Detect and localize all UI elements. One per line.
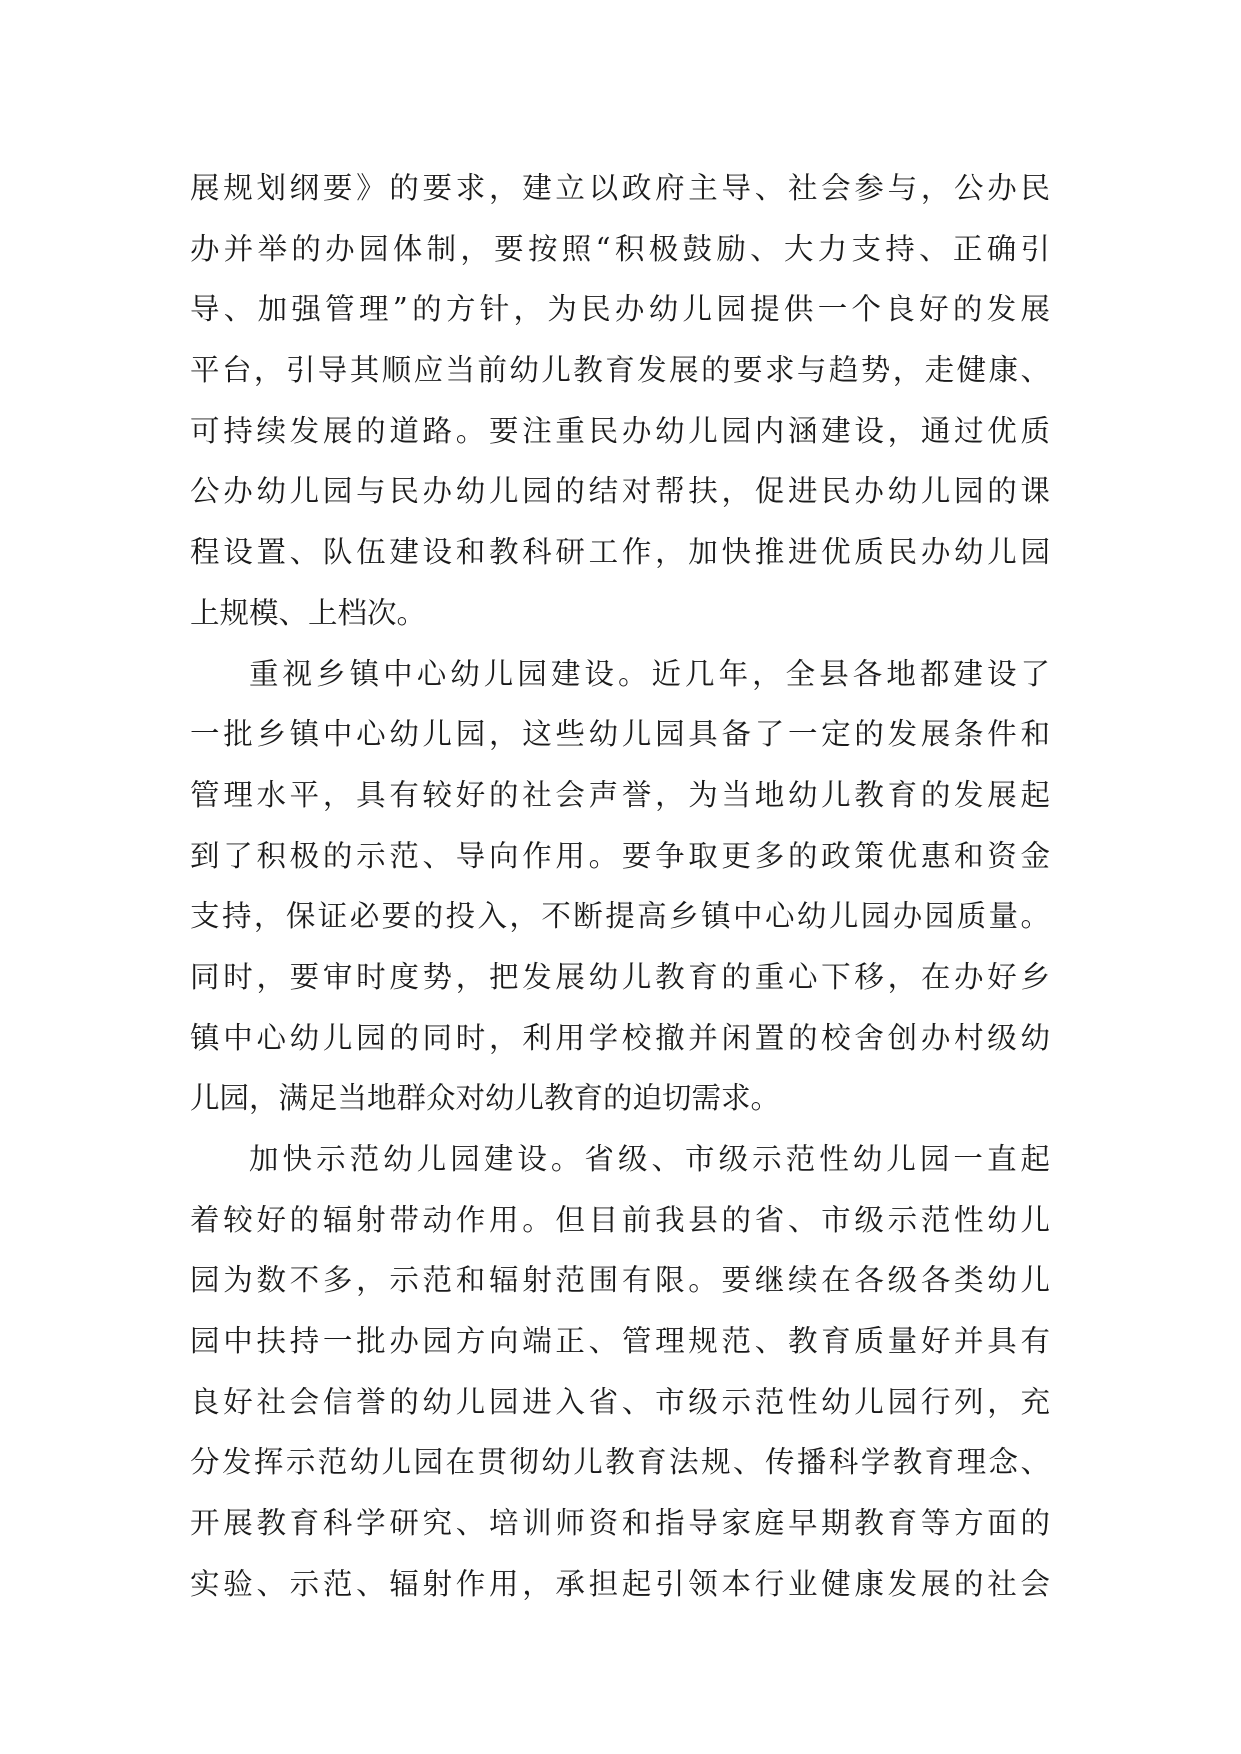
text-line: 儿园，满足当地群众对幼儿教育的迫切需求。 — [190, 1081, 781, 1116]
paragraph-2 — [190, 644, 1050, 1130]
text-line: 办并举的办园体制，要按照“积极鼓励、大力支持、正确引 — [190, 231, 1050, 266]
text-line: 园为数不多，示范和辐射范围有限。要继续在各级各类幼儿 — [190, 1263, 1050, 1298]
text-line: 上规模、上档次。 — [190, 595, 427, 630]
paragraph-1 — [190, 158, 1050, 644]
text-line: 管理水平，具有较好的社会声誉，为当地幼儿教育的发展起 — [190, 777, 1050, 812]
text-line: 同时，要审时度势，把发展幼儿教育的重心下移，在办好乡 — [190, 959, 1050, 994]
text-line: 实验、示范、辐射作用，承担起引领本行业健康发展的社会 — [190, 1566, 1050, 1601]
text-line: 可持续发展的道路。要注重民办幼儿园内涵建设，通过优质 — [190, 413, 1050, 448]
text-line: 分发挥示范幼儿园在贯彻幼儿教育法规、传播科学教育理念、 — [190, 1445, 1050, 1480]
text-line: 公办幼儿园与民办幼儿园的结对帮扶，促进民办幼儿园的课 — [190, 474, 1050, 509]
text-line: 园中扶持一批办园方向端正、管理规范、教育质量好并具有 — [190, 1324, 1050, 1359]
text-line: 一批乡镇中心幼儿园，这些幼儿园具备了一定的发展条件和 — [190, 717, 1050, 752]
text-line: 支持，保证必要的投入，不断提高乡镇中心幼儿园办园质量。 — [190, 899, 1050, 934]
text-line: 重视乡镇中心幼儿园建设。近几年，全县各地都建设了 — [249, 656, 1050, 691]
text-line: 到了积极的示范、导向作用。要争取更多的政策优惠和资金 — [190, 838, 1050, 873]
text-line: 展规划纲要》的要求，建立以政府主导、社会参与，公办民 — [190, 171, 1050, 205]
text-line: 镇中心幼儿园的同时，利用学校撤并闲置的校舍创办村级幼 — [190, 1020, 1050, 1055]
text-line: 着较好的辐射带动作用。但目前我县的省、市级示范性幼儿 — [190, 1202, 1050, 1237]
text-line: 平台，引导其顺应当前幼儿教育发展的要求与趋势，走健康、 — [190, 353, 1050, 388]
text-line: 加快示范幼儿园建设。省级、市级示范性幼儿园一直起 — [249, 1142, 1050, 1176]
paragraph-3 — [190, 1129, 1050, 1615]
document-body — [190, 158, 1050, 1615]
text-line: 导、加强管理”的方针，为民办幼儿园提供一个良好的发展 — [190, 292, 1050, 327]
text-line: 程设置、队伍建设和教科研工作，加快推进优质民办幼儿园 — [190, 535, 1050, 570]
text-line: 良好社会信誉的幼儿园进入省、市级示范性幼儿园行列，充 — [190, 1384, 1050, 1419]
text-line: 开展教育科学研究、培训师资和指导家庭早期教育等方面的 — [190, 1506, 1050, 1541]
